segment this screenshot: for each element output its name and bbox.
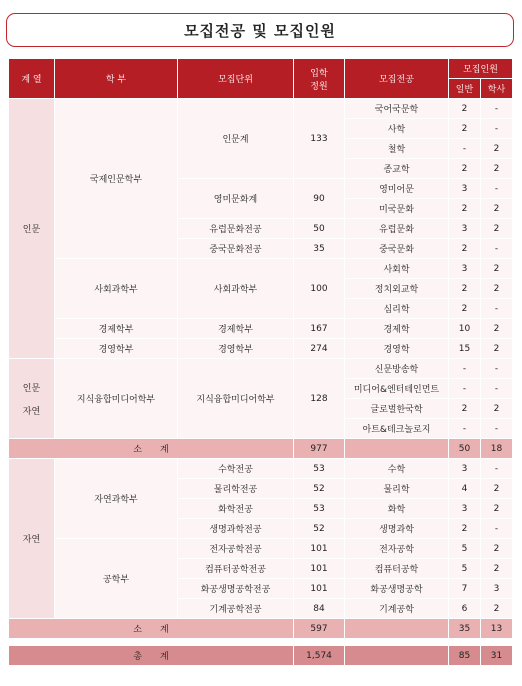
- hakbu-cell: 공학부: [55, 539, 178, 619]
- subtotal-bachelor: 18: [481, 439, 513, 459]
- unit-cell: 화학전공: [178, 499, 294, 519]
- general-cell: 5: [449, 559, 481, 579]
- quota-cell: 133: [294, 99, 345, 179]
- subtotal-label: 소 계: [9, 439, 294, 459]
- hakbu-cell: 경영학부: [55, 339, 178, 359]
- general-cell: 2: [449, 299, 481, 319]
- bachelor-cell: 2: [481, 339, 513, 359]
- bachelor-cell: 2: [481, 599, 513, 619]
- major-cell: 정치외교학: [345, 279, 449, 299]
- general-cell: 3: [449, 259, 481, 279]
- subtotal-row: [9, 619, 513, 639]
- bachelor-cell: 2: [481, 559, 513, 579]
- subtotal-bachelor: 13: [481, 619, 513, 639]
- major-cell: 철학: [345, 139, 449, 159]
- subtotal-row: [9, 439, 513, 459]
- general-cell: 2: [449, 279, 481, 299]
- bachelor-cell: 2: [481, 499, 513, 519]
- general-cell: 10: [449, 319, 481, 339]
- category-cell: 자연: [9, 459, 55, 619]
- subtotal-general: 35: [449, 619, 481, 639]
- bachelor-cell: 2: [481, 319, 513, 339]
- header-quota: [294, 59, 345, 99]
- subtotal-blank: [345, 619, 449, 639]
- major-cell: 물리학: [345, 479, 449, 499]
- major-cell: 화공생명공학: [345, 579, 449, 599]
- table-row: [9, 359, 513, 379]
- header-unit: 모집단위: [178, 59, 294, 99]
- bachelor-cell: -: [481, 459, 513, 479]
- total-label: 총 계: [9, 646, 294, 666]
- unit-cell: 기계공학전공: [178, 599, 294, 619]
- hakbu-cell: 국제인문학부: [55, 99, 178, 259]
- major-cell: 미디어&엔터테인먼트: [345, 379, 449, 399]
- table-row: [9, 99, 513, 119]
- hakbu-cell: 자연과학부: [55, 459, 178, 539]
- unit-cell: 사회과학부: [178, 259, 294, 319]
- unit-cell: 생명과학전공: [178, 519, 294, 539]
- quota-cell: 274: [294, 339, 345, 359]
- unit-cell: 전자공학전공: [178, 539, 294, 559]
- major-cell: 아트&테크놀로지: [345, 419, 449, 439]
- bachelor-cell: -: [481, 519, 513, 539]
- general-cell: 2: [449, 399, 481, 419]
- header-quota-line2: 정원: [310, 81, 328, 92]
- major-cell: 신문방송학: [345, 359, 449, 379]
- table-row: [9, 539, 513, 559]
- quota-cell: 53: [294, 499, 345, 519]
- header-bachelor: 학사: [481, 79, 513, 99]
- table-row: [9, 459, 513, 479]
- quota-cell: 84: [294, 599, 345, 619]
- bachelor-cell: 2: [481, 279, 513, 299]
- general-cell: 3: [449, 219, 481, 239]
- unit-cell: 유럽문화전공: [178, 219, 294, 239]
- general-cell: 4: [449, 479, 481, 499]
- quota-cell: 52: [294, 519, 345, 539]
- quota-cell: 35: [294, 239, 345, 259]
- bachelor-cell: 2: [481, 539, 513, 559]
- unit-cell: 화공생명공학전공: [178, 579, 294, 599]
- unit-cell: 인문계: [178, 99, 294, 179]
- unit-cell: 중국문화전공: [178, 239, 294, 259]
- quota-cell: 90: [294, 179, 345, 219]
- quota-cell: 101: [294, 559, 345, 579]
- bachelor-cell: 2: [481, 479, 513, 499]
- hakbu-cell: 사회과학부: [55, 259, 178, 319]
- table-row: [9, 319, 513, 339]
- major-cell: 중국문화: [345, 239, 449, 259]
- major-cell: 전자공학: [345, 539, 449, 559]
- unit-cell: 물리학전공: [178, 479, 294, 499]
- general-cell: 3: [449, 459, 481, 479]
- subtotal-quota: 977: [294, 439, 345, 459]
- bachelor-cell: 2: [481, 159, 513, 179]
- major-cell: 기계공학: [345, 599, 449, 619]
- subtotal-general: 50: [449, 439, 481, 459]
- table-row: [9, 259, 513, 279]
- major-cell: 화학: [345, 499, 449, 519]
- quota-cell: 101: [294, 579, 345, 599]
- general-cell: 2: [449, 119, 481, 139]
- header-major: 모집전공: [345, 59, 449, 99]
- general-cell: 3: [449, 179, 481, 199]
- header-quota-line1: 입학: [310, 68, 328, 79]
- major-cell: 생명과학: [345, 519, 449, 539]
- hakbu-cell: 지식융합미디어학부: [55, 359, 178, 439]
- general-cell: 3: [449, 499, 481, 519]
- bachelor-cell: -: [481, 379, 513, 399]
- bachelor-cell: 2: [481, 199, 513, 219]
- bachelor-cell: 3: [481, 579, 513, 599]
- category-cell: [9, 359, 55, 439]
- total-bachelor: 31: [481, 646, 513, 666]
- bachelor-cell: -: [481, 239, 513, 259]
- quota-cell: 101: [294, 539, 345, 559]
- general-cell: 5: [449, 539, 481, 559]
- bachelor-cell: -: [481, 419, 513, 439]
- quota-cell: 50: [294, 219, 345, 239]
- major-cell: 글로벌한국학: [345, 399, 449, 419]
- unit-cell: 경제학부: [178, 319, 294, 339]
- bachelor-cell: -: [481, 299, 513, 319]
- header-hakbu: 학 부: [55, 59, 178, 99]
- quota-cell: 53: [294, 459, 345, 479]
- bachelor-cell: -: [481, 179, 513, 199]
- general-cell: 2: [449, 519, 481, 539]
- total-blank: [345, 646, 449, 666]
- major-cell: 사학: [345, 119, 449, 139]
- bachelor-cell: 2: [481, 399, 513, 419]
- general-cell: -: [449, 379, 481, 399]
- major-cell: 경제학: [345, 319, 449, 339]
- table-row: [9, 339, 513, 359]
- general-cell: -: [449, 419, 481, 439]
- general-cell: 2: [449, 159, 481, 179]
- bachelor-cell: -: [481, 99, 513, 119]
- total-row: [9, 646, 513, 666]
- general-cell: 2: [449, 199, 481, 219]
- hakbu-cell: 경제학부: [55, 319, 178, 339]
- major-cell: 사회학: [345, 259, 449, 279]
- quota-cell: 167: [294, 319, 345, 339]
- bachelor-cell: -: [481, 119, 513, 139]
- major-cell: 컴퓨터공학: [345, 559, 449, 579]
- subtotal-quota: 597: [294, 619, 345, 639]
- major-cell: 유럽문화: [345, 219, 449, 239]
- category-cell: 인문: [9, 99, 55, 359]
- unit-cell: 컴퓨터공학전공: [178, 559, 294, 579]
- major-cell: 심리학: [345, 299, 449, 319]
- quota-cell: 100: [294, 259, 345, 319]
- major-cell: 미국문화: [345, 199, 449, 219]
- major-cell: 영미어문: [345, 179, 449, 199]
- unit-cell: 영미문화계: [178, 179, 294, 219]
- total-general: 85: [449, 646, 481, 666]
- general-cell: -: [449, 139, 481, 159]
- total-quota: 1,574: [294, 646, 345, 666]
- unit-cell: 경영학부: [178, 339, 294, 359]
- general-cell: 2: [449, 239, 481, 259]
- category-line2: 자연: [22, 406, 41, 417]
- category-line1: 인문: [22, 383, 41, 394]
- header-general: 일반: [449, 79, 481, 99]
- subtotal-blank: [345, 439, 449, 459]
- header-gyeyeol: 계 열: [9, 59, 55, 99]
- bachelor-cell: 2: [481, 219, 513, 239]
- general-cell: -: [449, 359, 481, 379]
- recruitment-table: [8, 58, 513, 639]
- bachelor-cell: 2: [481, 139, 513, 159]
- unit-cell: 수학전공: [178, 459, 294, 479]
- quota-cell: 128: [294, 359, 345, 439]
- bachelor-cell: -: [481, 359, 513, 379]
- major-cell: 수학: [345, 459, 449, 479]
- general-cell: 7: [449, 579, 481, 599]
- general-cell: 15: [449, 339, 481, 359]
- page-title: 모집전공 및 모집인원: [6, 13, 514, 47]
- header-recruit: 모집인원: [449, 59, 513, 79]
- major-cell: 경영학: [345, 339, 449, 359]
- major-cell: 국어국문학: [345, 99, 449, 119]
- unit-cell: 지식융합미디어학부: [178, 359, 294, 439]
- quota-cell: 52: [294, 479, 345, 499]
- total-table: [8, 645, 513, 666]
- major-cell: 종교학: [345, 159, 449, 179]
- bachelor-cell: 2: [481, 259, 513, 279]
- general-cell: 2: [449, 99, 481, 119]
- subtotal-label: 소 계: [9, 619, 294, 639]
- general-cell: 6: [449, 599, 481, 619]
